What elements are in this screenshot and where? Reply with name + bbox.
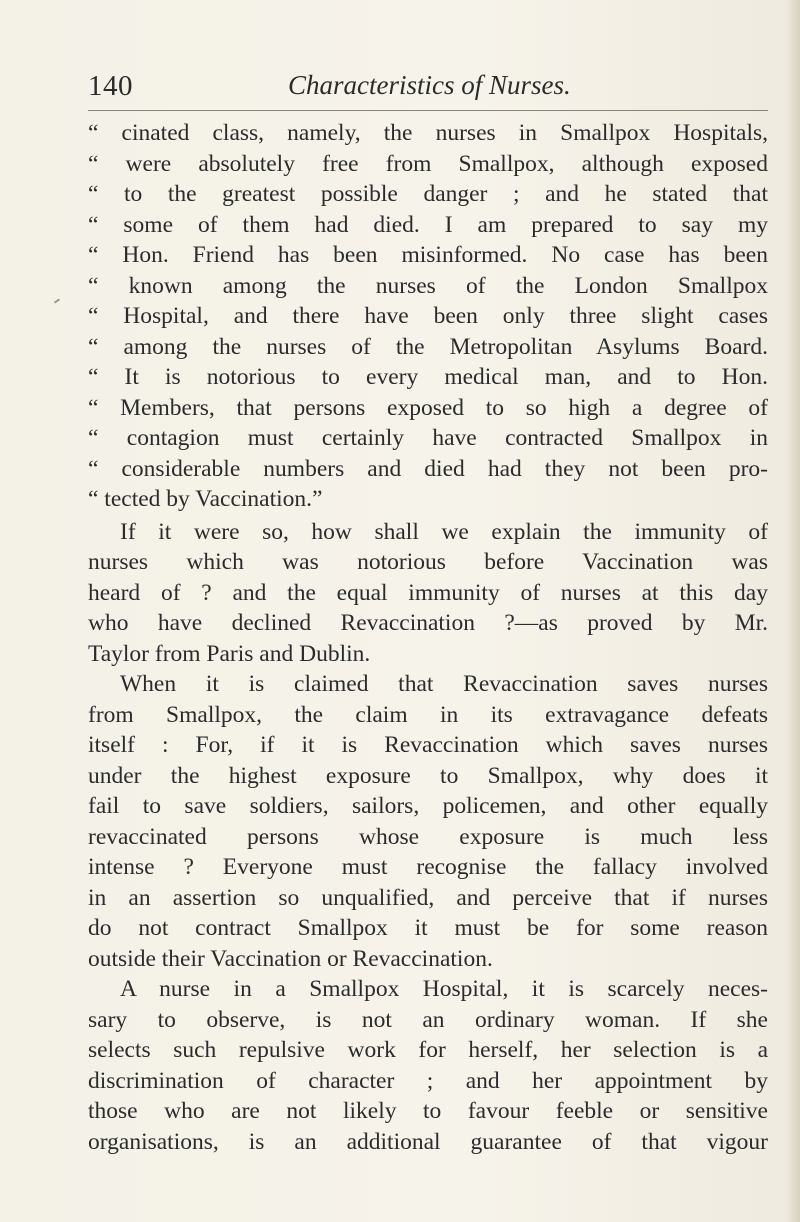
text-line: heard of ? and the equal immunity of nurses at this day <box>88 579 768 606</box>
text-line: in an assertion so unqualified, and perceive that if nurses <box>88 884 768 911</box>
text-line: “ were absolutely free from Smallpox, although exposed <box>88 150 768 177</box>
header-rule <box>88 110 768 111</box>
text-line: A nurse in a Smallpox Hospital, it is scarcely neces- <box>120 976 768 1002</box>
text-line: selects such repulsive work for herself, her selection is a <box>88 1037 768 1063</box>
page-header <box>88 70 728 110</box>
text-line: “ considerable numbers and died had they not been pro- <box>88 455 768 482</box>
text-line: revaccinated persons whose exposure is much less <box>88 823 768 850</box>
text-line: “ cinated class, namely, the nurses in Smallpox Hospitals, <box>88 120 768 146</box>
text-line: “ among the nurses of the Metropolitan Asylums Board. <box>88 333 768 360</box>
paragraph <box>88 517 768 670</box>
text-line: “ some of them had died. I am prepared to say my <box>88 211 768 238</box>
text-line: If it were so, how shall we explain the immunity of <box>120 518 768 545</box>
text-line: do not contract Smallpox it must be for some reason <box>88 915 768 941</box>
text-line: discrimination of character ; and her appointment by <box>88 1067 768 1094</box>
text-line: “ Hon. Friend has been misinformed. No case has been <box>88 242 768 268</box>
quotation-block <box>88 118 768 515</box>
text-line: intense ? Everyone must recognise the fallacy involved <box>88 854 768 880</box>
running-title: Characteristics of Nurses. <box>288 70 571 100</box>
text-line: “ known among the nurses of the London Smallpox <box>88 272 768 299</box>
text-line: those who are not likely to favour feeble or sensitive <box>88 1098 768 1124</box>
paragraph <box>88 669 768 974</box>
margin-mark <box>54 298 60 303</box>
text-line: “ Members, that persons exposed to so high a degree of <box>88 394 768 421</box>
text-line: organisations, is an additional guarantee of that vigour <box>88 1128 768 1155</box>
text-line: under the highest exposure to Smallpox, why does it <box>88 762 768 789</box>
text-line: “ It is notorious to every medical man, and to Hon. <box>88 364 768 390</box>
text-line: sary to observe, is not an ordinary woman. If she <box>88 1006 768 1033</box>
page-edge-shadow <box>786 0 800 1222</box>
text-line: “ contagion must certainly have contracted Smallpox in <box>88 425 768 451</box>
text-line: itself : For, if it is Revaccination which saves nurses <box>88 732 768 758</box>
text-line: When it is claimed that Revaccination saves nurses <box>120 671 768 697</box>
body-text <box>88 118 768 1157</box>
text-line: “ to the greatest possible danger ; and he stated that <box>88 181 768 207</box>
text-line: from Smallpox, the claim in its extravagance defeats <box>88 701 768 728</box>
text-line: who have declined Revaccination ?—as proved by Mr. <box>88 610 768 636</box>
text-line: Taylor from Paris and Dublin. <box>88 640 371 667</box>
text-line: outside their Vaccination or Revaccination. <box>88 945 493 972</box>
text-line: “ Hospital, and there have been only three slight cases <box>88 303 768 329</box>
text-line: fail to save soldiers, sailors, policemen, and other equally <box>88 793 768 819</box>
text-line: nurses which was notorious before Vaccination was <box>88 549 768 575</box>
paragraph <box>88 974 768 1157</box>
page-number: 140 <box>88 70 133 102</box>
text-line: “ tected by Vaccination.” <box>88 486 323 512</box>
